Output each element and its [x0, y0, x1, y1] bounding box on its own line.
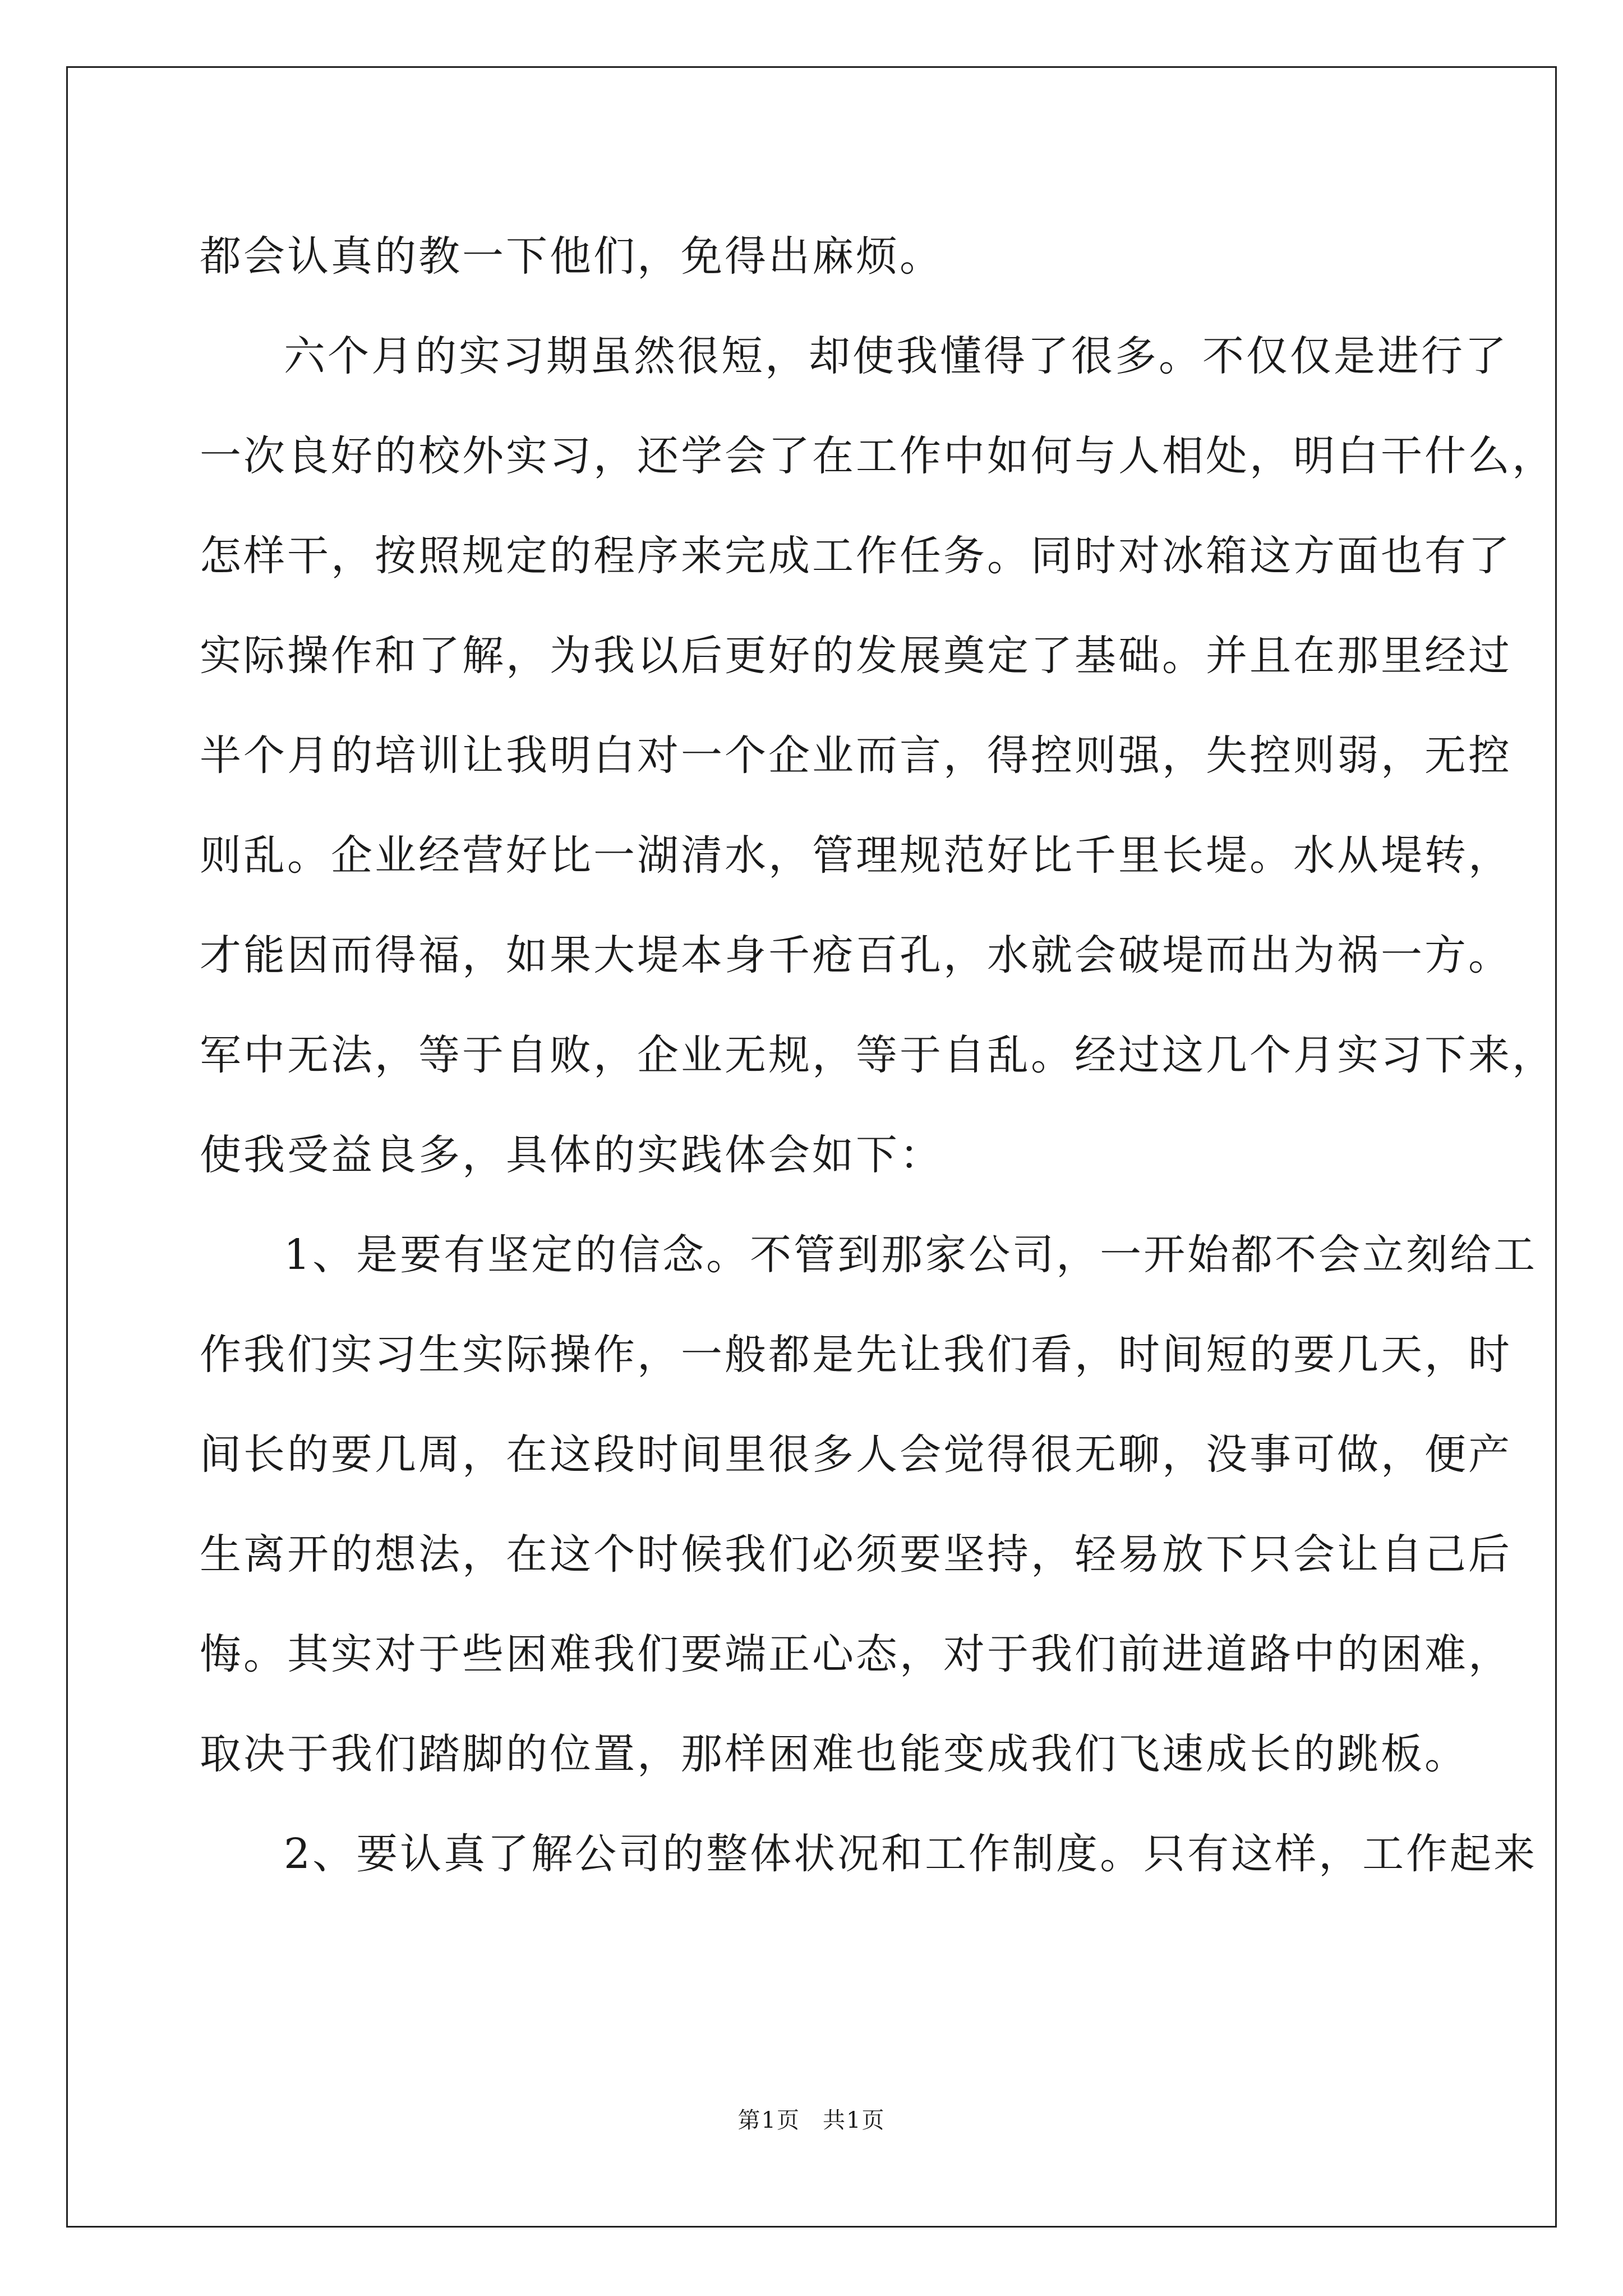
text-line: 悔。其实对于些困难我们要端正心态，对于我们前进道路中的困难， — [200, 1630, 1512, 1678]
text-line: 作我们实习生实际操作，一般都是先让我们看，时间短的要几天，时 — [200, 1331, 1512, 1379]
text-line: 一次良好的校外实习，还学会了在工作中如何与人相处，明白干什么， — [200, 432, 1556, 480]
page-footer — [0, 2106, 1623, 2134]
page-number: 第1页 — [737, 2108, 800, 2133]
text-line: 怎样干，按照规定的程序来完成工作任务。同时对冰箱这方面也有了 — [200, 532, 1512, 580]
text-line: 1、是要有坚定的信念。不管到那家公司，一开始都不会立刻给工 — [284, 1231, 1538, 1279]
text-line: 实际操作和了解，为我以后更好的发展奠定了基础。并且在那里经过 — [200, 632, 1512, 680]
text-line: 军中无法，等于自败，企业无规，等于自乱。经过这几个月实习下来， — [200, 1031, 1556, 1079]
text-line: 则乱。企业经营好比一湖清水，管理规范好比千里长堤。水从堤转， — [200, 831, 1512, 880]
text-line: 生离开的想法，在这个时候我们必须要坚持，轻易放下只会让自己后 — [200, 1530, 1512, 1579]
text-line: 半个月的培训让我明白对一个企业而言，得控则强，失控则弱，无控 — [200, 731, 1512, 780]
document-body — [200, 206, 1556, 1904]
text-line: 取决于我们踏脚的位置，那样困难也能变成我们飞速成长的跳板。 — [200, 1730, 1468, 1778]
page-total: 共1页 — [823, 2108, 886, 2133]
text-line: 都会认真的教一下他们，免得出麻烦。 — [200, 232, 943, 280]
text-line: 六个月的实习期虽然很短，却使我懂得了很多。不仅仅是进行了 — [284, 332, 1509, 380]
text-line: 间长的要几周，在这段时间里很多人会觉得很无聊，没事可做，便产 — [200, 1430, 1512, 1479]
text-line: 使我受益良多，具体的实践体会如下： — [200, 1131, 943, 1179]
text-line: 2、要认真了解公司的整体状况和工作制度。只有这样，工作起来 — [284, 1830, 1538, 1878]
text-line: 才能因而得福，如果大堤本身千疮百孔，水就会破堤而出为祸一方。 — [200, 931, 1512, 979]
